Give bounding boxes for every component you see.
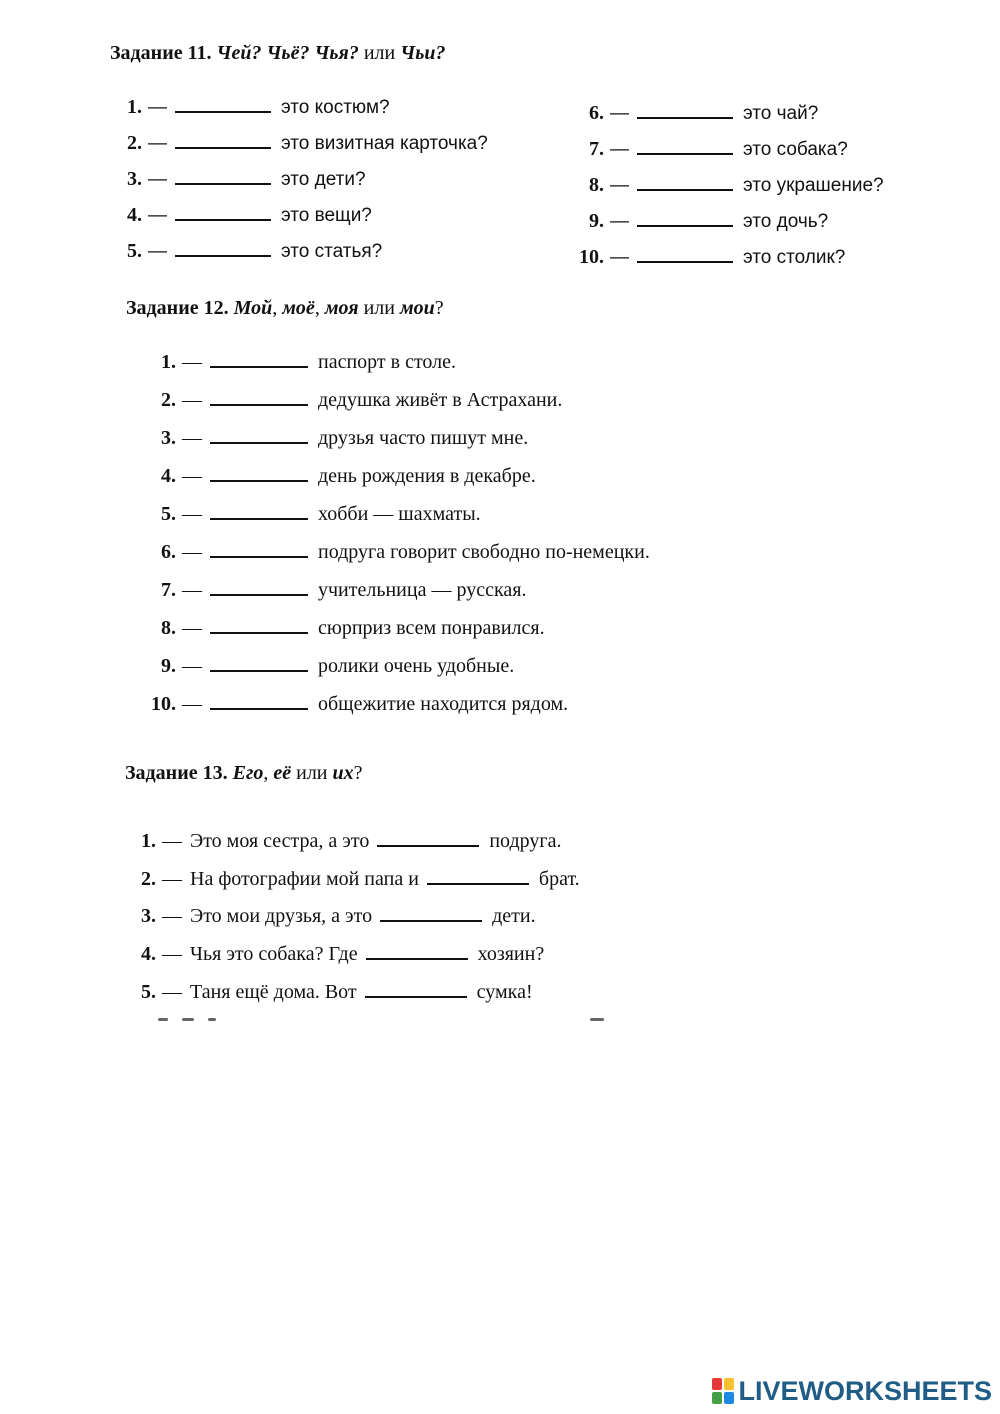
dash: — xyxy=(148,169,167,190)
item-text: паспорт в столе. xyxy=(318,351,457,373)
item-text-after: брат. xyxy=(538,868,580,890)
answer-blank[interactable] xyxy=(637,224,733,227)
dash: — xyxy=(148,205,167,226)
answer-blank[interactable] xyxy=(210,593,308,596)
answer-blank[interactable] xyxy=(210,403,308,406)
task-12-label: Задание 12. xyxy=(126,297,229,319)
dash: — xyxy=(610,247,629,268)
item-text: это дети? xyxy=(281,169,366,190)
dash: — xyxy=(148,241,167,262)
dash: — xyxy=(610,139,629,160)
task-12-item xyxy=(146,579,526,602)
task-11-item xyxy=(568,174,884,197)
task-12-item xyxy=(146,541,650,564)
item-number: 2. xyxy=(161,389,176,411)
answer-blank[interactable] xyxy=(210,365,308,368)
item-text: это собака? xyxy=(743,139,848,160)
item-text: это визитная карточка? xyxy=(281,133,488,154)
task-11-item xyxy=(120,132,488,155)
item-text: ролики очень удобные. xyxy=(318,655,515,677)
item-text-before: Это мои друзья, а это xyxy=(190,905,373,927)
item-text: дедушка живёт в Астрахани. xyxy=(318,389,563,411)
answer-blank[interactable] xyxy=(175,218,271,221)
dash: — xyxy=(148,133,167,154)
dash: — xyxy=(182,541,202,563)
item-text: сюрприз всем понравился. xyxy=(318,617,545,639)
dash: — xyxy=(162,905,182,927)
item-text-after: дети. xyxy=(492,905,536,927)
item-text: день рождения в декабре. xyxy=(318,465,536,487)
dash: — xyxy=(162,981,182,1003)
item-number: 5. xyxy=(141,981,156,1003)
logo-square-green xyxy=(712,1392,722,1404)
question-mark: ? xyxy=(434,297,444,319)
item-number: 10. xyxy=(579,246,604,268)
answer-blank[interactable] xyxy=(380,919,482,922)
answer-blank[interactable] xyxy=(377,844,479,847)
item-number: 4. xyxy=(127,204,142,226)
answer-blank[interactable] xyxy=(637,152,733,155)
item-text: это дочь? xyxy=(743,211,829,232)
task-11-item xyxy=(120,204,372,227)
task-13-label: Задание 13. xyxy=(125,762,228,784)
item-text: хобби — шахматы. xyxy=(318,503,481,525)
dash: — xyxy=(610,103,629,124)
task-12-item xyxy=(146,389,562,412)
comma: , xyxy=(272,297,278,319)
task-13-item xyxy=(136,905,536,928)
dash: — xyxy=(148,97,167,118)
dash: — xyxy=(182,655,202,677)
task-12-word-3: моя xyxy=(324,297,359,319)
answer-blank[interactable] xyxy=(175,146,271,149)
item-text: подруга говорит свободно по-немецки. xyxy=(318,541,650,563)
item-text: это столик? xyxy=(743,247,846,268)
task-13-or: или xyxy=(296,762,328,784)
item-text: это статья? xyxy=(281,241,383,262)
comma: , xyxy=(314,297,320,319)
task-11-or: или xyxy=(363,42,396,64)
item-number: 9. xyxy=(589,210,604,232)
dash: — xyxy=(162,830,182,852)
item-text: друзья часто пишут мне. xyxy=(318,427,529,449)
task-12-item xyxy=(146,503,481,526)
task-12-word-2: моё xyxy=(282,297,315,319)
item-number: 2. xyxy=(141,868,156,890)
task-12-item xyxy=(146,351,456,374)
item-text-after: сумка! xyxy=(476,981,533,1003)
item-text-before: Таня ещё дома. Вот xyxy=(190,981,357,1003)
answer-blank[interactable] xyxy=(365,995,467,998)
item-text-before: Чья это собака? Где xyxy=(190,943,358,965)
dash: — xyxy=(162,943,182,965)
item-number: 5. xyxy=(127,240,142,262)
task-11-item xyxy=(120,240,382,263)
task-11-label: Задание 11. xyxy=(110,42,212,64)
dash: — xyxy=(162,868,182,890)
task-11-item xyxy=(568,210,828,233)
item-text: это костюм? xyxy=(281,97,390,118)
answer-blank[interactable] xyxy=(210,441,308,444)
dash: — xyxy=(610,211,629,232)
item-text: общежитие находится рядом. xyxy=(318,693,569,715)
task-12-word-4: мои xyxy=(399,297,435,319)
answer-blank[interactable] xyxy=(637,260,733,263)
dash: — xyxy=(182,617,202,639)
dash: — xyxy=(182,389,202,411)
task-11-item xyxy=(120,168,366,191)
item-number: 1. xyxy=(161,351,176,373)
task-11-item xyxy=(120,96,390,119)
item-number: 6. xyxy=(589,102,604,124)
task-12-item xyxy=(146,655,514,678)
task-13-title xyxy=(125,762,363,785)
dash: — xyxy=(182,693,202,715)
item-text-after: хозяин? xyxy=(477,943,545,965)
item-number: 7. xyxy=(589,138,604,160)
question-mark: ? xyxy=(353,762,363,784)
cropped-line-remnant xyxy=(150,1018,630,1024)
item-number: 4. xyxy=(161,465,176,487)
logo-square-yellow xyxy=(724,1378,734,1390)
item-number: 4. xyxy=(141,943,156,965)
task-13-word-3: их xyxy=(332,762,354,784)
task-12-title xyxy=(126,297,444,320)
item-text: учительница — русская. xyxy=(318,579,527,601)
answer-blank[interactable] xyxy=(175,182,271,185)
task-13-item xyxy=(136,943,544,966)
task-13-word-2: её xyxy=(273,762,292,784)
task-12-item xyxy=(146,617,545,640)
item-number: 1. xyxy=(127,96,142,118)
answer-blank[interactable] xyxy=(366,957,468,960)
task-12-item xyxy=(146,465,536,488)
task-11-last-word: Чьи? xyxy=(400,42,446,64)
dash: — xyxy=(182,503,202,525)
task-13-item xyxy=(136,981,533,1004)
item-number: 9. xyxy=(161,655,176,677)
task-11-title xyxy=(110,42,445,65)
answer-blank[interactable] xyxy=(637,116,733,119)
item-text: это украшение? xyxy=(743,175,884,196)
item-number: 6. xyxy=(161,541,176,563)
item-number: 8. xyxy=(161,617,176,639)
item-number: 5. xyxy=(161,503,176,525)
answer-blank[interactable] xyxy=(210,479,308,482)
dash: — xyxy=(182,579,202,601)
answer-blank[interactable] xyxy=(210,669,308,672)
item-number: 8. xyxy=(589,174,604,196)
answer-blank[interactable] xyxy=(210,517,308,520)
item-number: 1. xyxy=(141,830,156,852)
item-number: 3. xyxy=(127,168,142,190)
answer-blank[interactable] xyxy=(175,110,271,113)
task-13-item xyxy=(136,868,580,891)
task-13-word-1: Его xyxy=(232,762,264,784)
dash: — xyxy=(182,465,202,487)
task-13-item xyxy=(136,830,561,853)
item-number: 7. xyxy=(161,579,176,601)
dash: — xyxy=(182,427,202,449)
item-text-before: На фотографии мой папа и xyxy=(190,868,419,890)
task-12-item xyxy=(146,427,528,450)
task-12-word-1: Мой xyxy=(233,297,273,319)
task-12-or: или xyxy=(363,297,395,319)
task-12-item xyxy=(146,693,568,716)
answer-blank[interactable] xyxy=(210,631,308,634)
task-11-item xyxy=(568,138,848,161)
task-11-item xyxy=(568,102,818,125)
logo-text: LIVEWORKSHEETS xyxy=(738,1375,992,1406)
item-text-after: подруга. xyxy=(489,830,562,852)
item-text: это вещи? xyxy=(281,205,372,226)
item-text-before: Это моя сестра, а это xyxy=(190,830,370,852)
comma: , xyxy=(263,762,269,784)
item-number: 10. xyxy=(151,693,176,715)
dash: — xyxy=(182,351,202,373)
task-11-item xyxy=(568,246,845,269)
item-number: 3. xyxy=(161,427,176,449)
item-number: 3. xyxy=(141,905,156,927)
dash: — xyxy=(610,175,629,196)
answer-blank[interactable] xyxy=(637,188,733,191)
answer-blank[interactable] xyxy=(210,707,308,710)
task-11-words: Чей? Чьё? Чья? xyxy=(216,42,359,64)
liveworksheets-logo xyxy=(712,1376,992,1406)
answer-blank[interactable] xyxy=(427,882,529,885)
liveworksheets-logo-icon xyxy=(712,1378,734,1404)
logo-square-red xyxy=(712,1378,722,1390)
answer-blank[interactable] xyxy=(210,555,308,558)
answer-blank[interactable] xyxy=(175,254,271,257)
item-number: 2. xyxy=(127,132,142,154)
logo-square-blue xyxy=(724,1392,734,1404)
item-text: это чай? xyxy=(743,103,819,124)
